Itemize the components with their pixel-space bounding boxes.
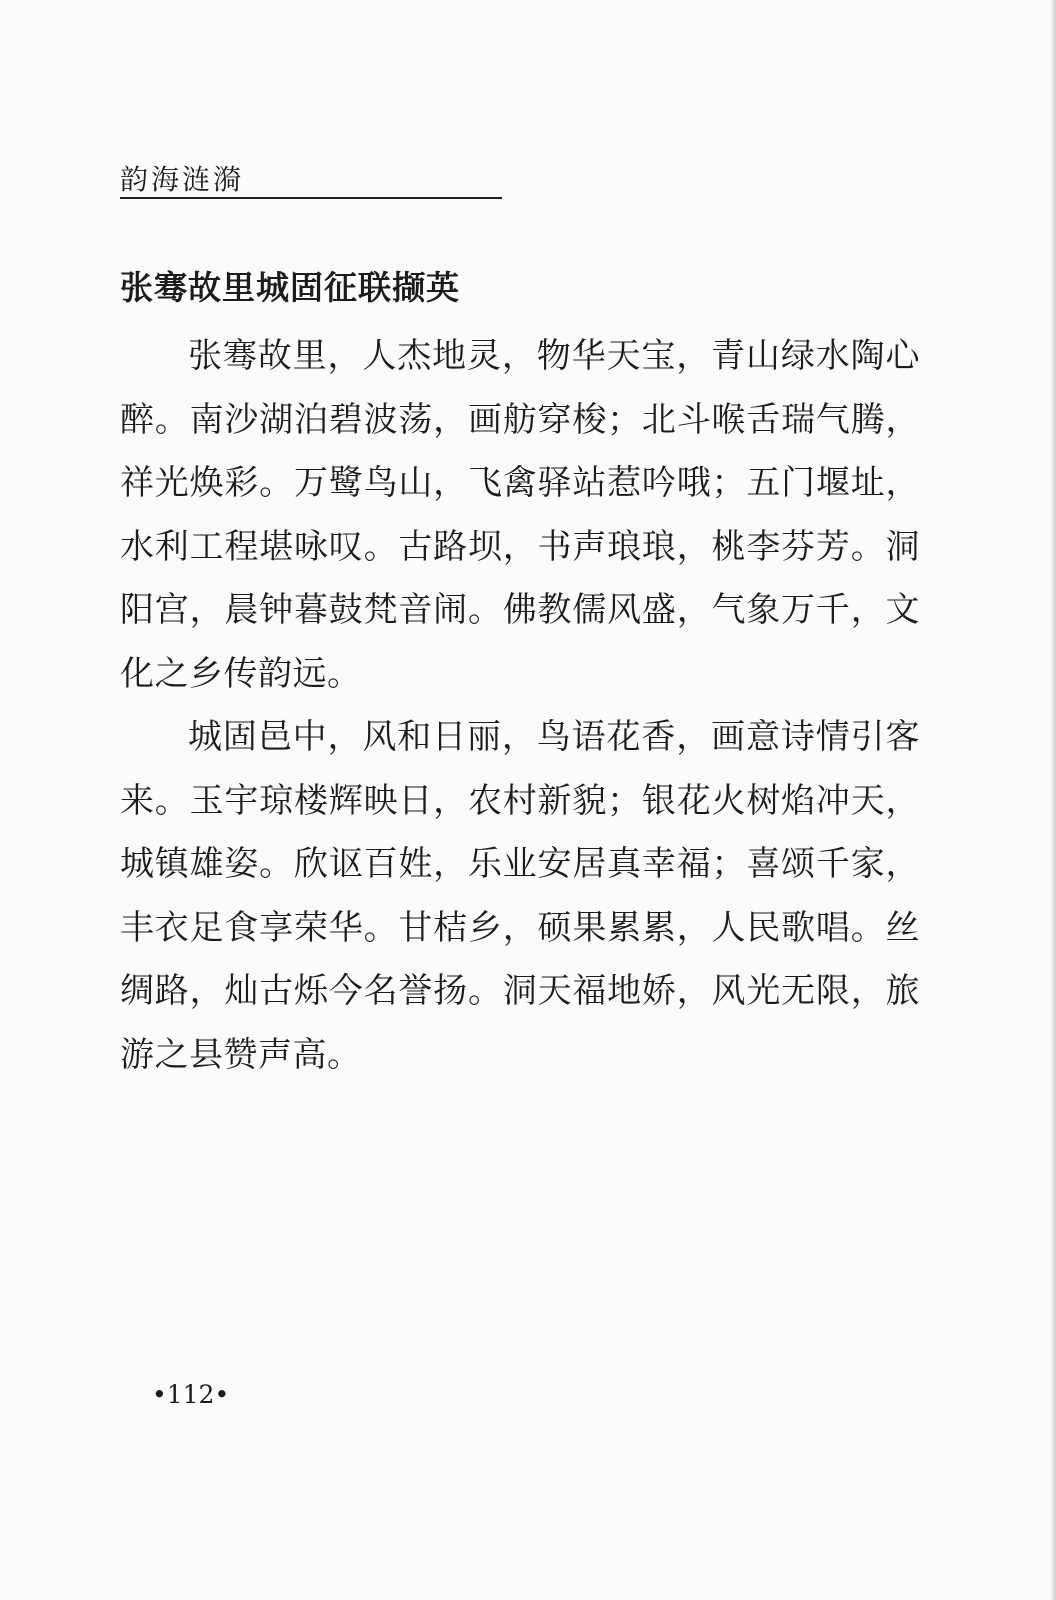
paragraph-1: 张骞故里，人杰地灵，物华天宝，青山绿水陶心醉。南沙湖泊碧波荡，画舫穿梭；北斗喉舌瑞气腾，祥光焕彩。万鹭鸟山，飞禽驿站惹吟哦；五门堰址，水利工程堪咏叹。古路坝，书声琅琅，桃李芬芳。洞阳宫，晨钟暮鼓梵音闹。佛教儒风盛，气象万千，文化之乡传韵远。 <box>120 336 920 694</box>
running-header: 韵海涟漪 <box>120 163 245 196</box>
header-rule <box>120 197 502 199</box>
paragraph-2: 城固邑中，风和日丽，鸟语花香，画意诗情引客来。玉宇琼楼辉映日，农村新貌；银花火树焰冲天，城镇雄姿。欣讴百姓，乐业安居真幸福；喜颂千家，丰衣足食享荣华。甘桔乡，硕果累累，人民歌唱。丝绸路，灿古烁今名誉扬。洞天福地娇，风光无限，旅游之县赞声高。 <box>120 717 920 1075</box>
article-title: 张骞故里城固征联撷英 <box>120 268 460 307</box>
page-number: •112• <box>152 1380 230 1409</box>
article-body <box>120 325 920 1087</box>
page-edge-shadow <box>1050 0 1056 1600</box>
